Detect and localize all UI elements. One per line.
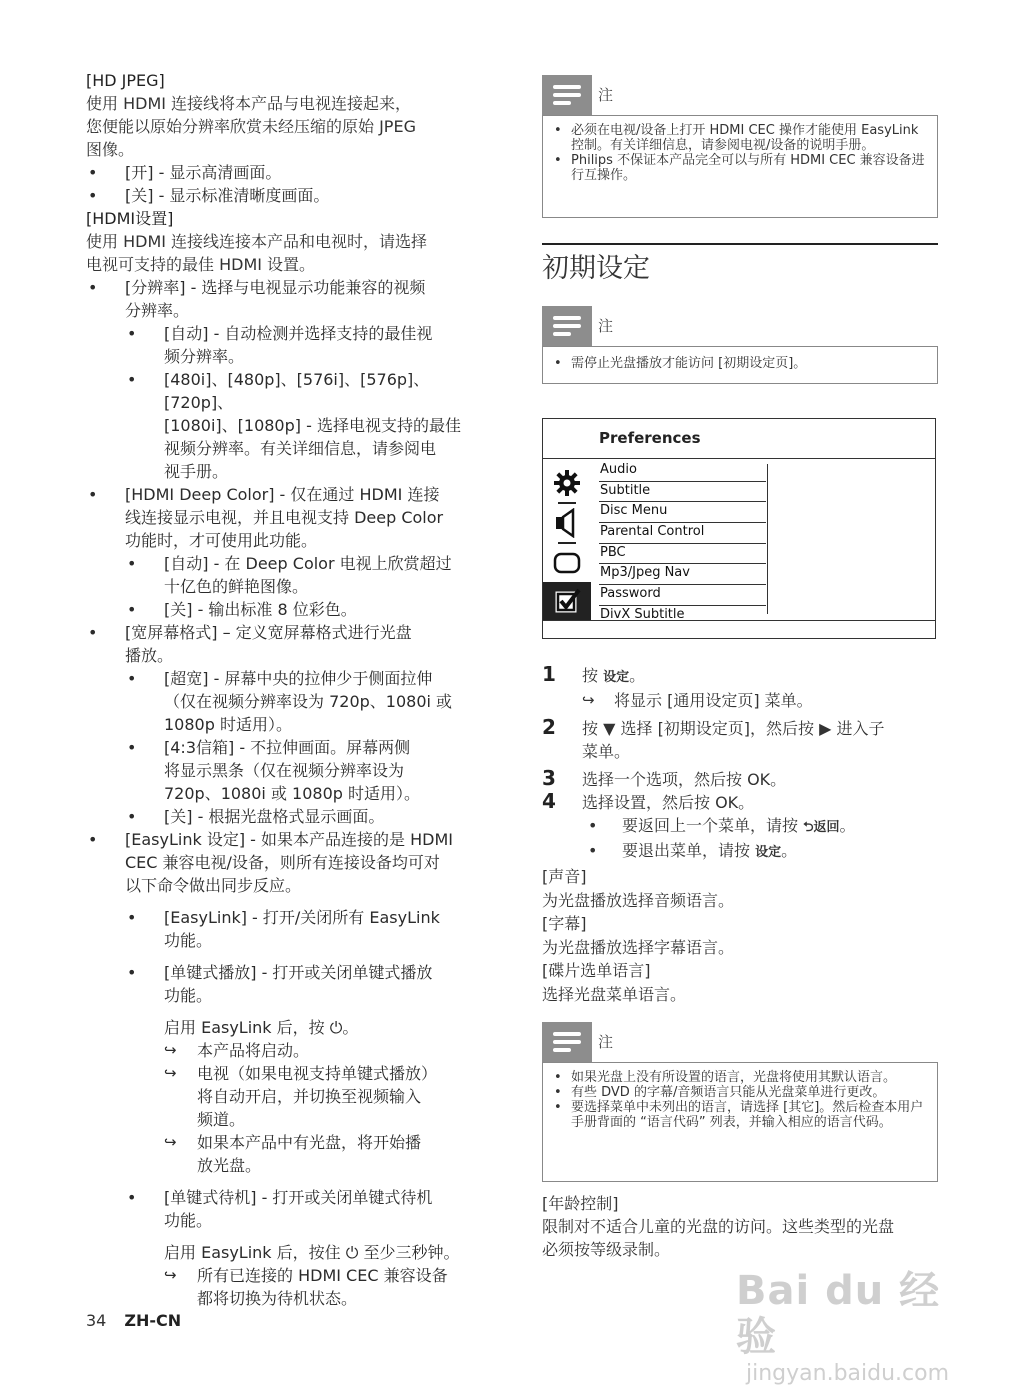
result-line: 都将切换为待机状态。 [197,1289,358,1308]
note-icon [542,1022,592,1062]
resolution-list-line: 视手册。 [164,462,229,481]
age-control-desc: 限制对不适合儿童的光盘的访问。这些类型的光盘 [542,1217,895,1236]
step-2 [542,717,938,763]
hdmi-desc [86,230,486,276]
note-item: • 要选择菜单中未列出的语言，请选择 [其它]。然后检查本用户手册背面的 “语言代码” 列表，并输入相应的语言代码。 [571,1100,929,1130]
hdmi-desc-line: 使用 HDMI 连接线连接本产品和电视时，请选择 [86,232,428,251]
widescreen-43-line: 720p、1080i 或 1080p 时适用）。 [164,784,420,803]
hdjpeg-off-item: • [关] - 显示标准清晰度画面。 [86,184,486,207]
result-line: ↪ 如果本产品中有光盘，将开始播 [197,1133,422,1152]
step-4-back [542,814,938,839]
result-line: ↪ 所有已连接的 HDMI CEC 兼容设备 [197,1266,448,1285]
step-text: 按 ▼ 选择 [初期设定页]，然后按 ▶ 进入子 [582,719,885,738]
hdjpeg-on-item: • [开] - 显示高清画面。 [86,161,486,184]
audio-title: [声音] [542,867,587,886]
one-touch-standby-result [86,1264,486,1310]
result-line: ↪ 电视（如果电视支持单键式播放） [197,1064,438,1083]
resolution-auto-item [86,322,486,368]
result-line: 频道。 [197,1110,246,1129]
note-item: • 有些 DVD 的字幕/音频语言只能从光盘菜单进行更改。 [571,1085,929,1100]
resolution-line: 分辨率。 [125,301,190,320]
hdjpeg-title: [HD JPEG] [86,71,165,90]
step-text: 要退出菜单，请按 [622,841,756,860]
widescreen-line: • [宽屏幕格式] – 定义宽屏幕格式进行光盘 [125,623,412,642]
preferences-menu [542,418,936,639]
resolution-list-line: [1080i]、[1080p] - 选择电视支持的最佳 [164,416,461,435]
easylink-toggle-line: • [EasyLink] - 打开/关闭所有 EasyLink [164,908,440,927]
widescreen-line: 播放。 [125,646,174,665]
resolution-list-line: • [480i]、[480p]、[576i]、[576p]、[720p]、 [164,370,430,412]
language-settings [542,865,938,1006]
one-touch-standby-enable: 启用 EasyLink 后，按住 ⏻ 至少三秒钟。 [164,1243,460,1262]
age-control-desc: 必须按等级录制。 [542,1240,671,1259]
back-key: ⮌返回 [803,820,840,835]
hdjpeg-desc-line: 使用 HDMI 连接线将本产品与电视连接起来， [86,94,412,113]
note-item: • 必须在电视/设备上打开 HDMI CEC 操作才能使用 EasyLink 控制。有关详细信息，请参阅电视/设备的说明手册。 [571,123,929,153]
one-touch-play-line: • [单键式播放] - 打开或关闭单键式播放 [164,963,433,982]
menu-item-subtitle[interactable]: Subtitle [599,482,766,503]
setup-steps [542,664,938,864]
step-text: 选择一个选项，然后按 OK。 [582,770,787,789]
deep-color-auto-line: • [自动] - 在 Deep Color 电视上欣赏超过 [164,554,452,573]
easylink-line: • [EasyLink 设定] - 如果本产品连接的是 HDMI [125,830,453,849]
menu-item-divx-subtitle[interactable]: DivX Subtitle [600,606,685,622]
watermark-url: jingyan.baidu.com [746,1361,950,1386]
easylink-toggle-line: 功能。 [164,931,213,950]
disc-menu-title: [碟片选单语言] [542,961,651,980]
widescreen-43-item [86,736,486,805]
note-label: 注 [598,86,614,104]
preferences-title: Preferences [599,429,701,447]
one-touch-standby-line: • [单键式待机] - 打开或关闭单键式待机 [164,1188,433,1207]
speaker-icon[interactable] [543,504,591,542]
subtitle-title: [字幕] [542,914,587,933]
widescreen-item [86,621,486,667]
menu-item-password[interactable]: Password [599,585,766,606]
preferences-menu-list [599,461,766,627]
note-item: • 如果光盘上没有所设置的语言，光盘将使用其默认语言。 [571,1070,929,1085]
easylink-toggle-item [86,906,486,952]
setup-key: 设定 [755,845,782,860]
age-control-title: [年龄控制] [542,1194,619,1213]
widescreen-43-line: 将显示黑条（仅在视频分辨率设为 [164,761,405,780]
resolution-item [86,276,486,322]
widescreen-super-line: • [超宽] - 屏幕中央的拉伸少于侧面拉伸 [164,669,433,688]
result-line: 将自动开启，并切换至视频输入 [197,1087,422,1106]
deep-color-line: 线连接显示电视，并且电视支持 Deep Color [125,508,444,527]
hdjpeg-desc-line: 图像。 [86,140,135,159]
note-icon [542,75,592,115]
setup-key: 设定 [603,670,630,685]
step-text: 选择设置，然后按 OK。 [582,793,755,812]
resolution-auto-line: • [自动] - 自动检测并选择支持的最佳视 [164,324,433,343]
easylink-line: 以下命令做出同步反应。 [125,876,302,895]
note-label: 注 [598,317,614,335]
note-label: 注 [598,1033,614,1051]
step-text: 。 [781,841,798,860]
subtitle-desc: 为光盘播放选择字幕语言。 [542,937,735,957]
one-touch-play-item [86,961,486,1007]
widescreen-super-item [86,667,486,736]
widescreen-super-line: （仅在视频分辨率设为 720p、1080i 或 [164,692,453,711]
deep-color-line: • [HDMI Deep Color] - 仅在通过 HDMI 连接 [125,485,440,504]
step-4-exit [542,839,938,864]
deep-color-auto-item [86,552,486,598]
widescreen-43-line: • [4:3信箱] - 不拉伸画面。屏幕两侧 [164,738,411,757]
step-number: 1 [542,662,556,686]
one-touch-play-result [86,1131,486,1177]
step-text: 按 [582,666,604,685]
preferences-icon-strip [543,464,591,620]
hdmi-desc-line: 电视可支持的最佳 HDMI 设置。 [86,255,316,274]
easylink-item [86,828,486,897]
left-column [86,69,486,1310]
widescreen-super-line: 1080p 时适用）。 [164,715,292,734]
step-3 [542,768,938,791]
disc-menu-desc: 选择光盘菜单语言。 [542,984,687,1004]
preferences-checkbox-icon[interactable] [543,582,591,620]
note-box-language [542,1062,938,1182]
menu-item-disc-menu[interactable]: Disc Menu [599,502,766,523]
page-footer [86,1309,181,1332]
gear-icon[interactable] [543,464,591,502]
step-1-result: ↪ 将显示 [通用设定页] 菜单。 [542,689,938,712]
step-text: 。 [839,816,856,835]
one-touch-play-line: 功能。 [164,986,213,1005]
watermark-logo-text: Bai du 经验 [736,1268,941,1360]
menu-item-mp3-jpeg-nav[interactable]: Mp3/Jpeg Nav [599,564,766,585]
resolution-line: • [分辨率] - 选择与电视显示功能兼容的视频 [125,278,426,297]
easylink-line: CEC 兼容电视/设备，则所有连接设备均可对 [125,853,440,872]
language-code: ZH-CN [124,1311,182,1330]
one-touch-standby-line: 功能。 [164,1211,213,1230]
page-number: 34 [86,1311,107,1330]
resolution-auto-line: 频分辨率。 [164,347,245,366]
menu-item-audio[interactable]: Audio [599,461,766,482]
deep-color-item [86,483,486,552]
step-number: 2 [542,715,556,739]
one-touch-play-result [86,1062,486,1131]
note-icon [542,306,592,346]
one-touch-play-result: ↪ 本产品将启动。 [86,1039,486,1062]
note-box-hdmi-cec [542,115,938,218]
resolution-list-item [86,368,486,483]
audio-desc: 为光盘播放选择音频语言。 [542,890,735,910]
hdjpeg-desc [86,92,486,161]
deep-color-auto-line: 十亿色的鲜艳图像。 [164,577,309,596]
section-title: 初期设定 [542,243,938,289]
step-text: 。 [629,666,646,685]
menu-item-parental-control[interactable]: Parental Control [599,523,766,544]
age-control [542,1192,938,1261]
note-item: • 需停止光盘播放才能访问 [初期设定页]。 [571,356,929,371]
step-4 [542,791,938,814]
step-text: 要返回上一个菜单，请按 [622,816,804,835]
hdmi-title: [HDMI设置] [86,209,174,228]
result-line: 放光盘。 [197,1156,262,1175]
step-text: 菜单。 [582,742,631,761]
step-number: 4 [542,789,556,813]
one-touch-standby-item [86,1186,486,1232]
step-1 [542,664,938,689]
deep-color-off-item: • [关] - 输出标准 8 位彩色。 [86,598,486,621]
widescreen-off-item: • [关] - 根据光盘格式显示画面。 [86,805,486,828]
hdjpeg-desc-line: 您便能以原始分辨率欣赏未经压缩的原始 JPEG [86,117,416,136]
note-item: • Philips 不保证本产品完全可以与所有 HDMI CEC 兼容设备进行互操作。 [571,153,929,183]
screen-icon[interactable] [543,544,591,582]
one-touch-play-enable: 启用 EasyLink 后，按 ⏻。 [164,1018,359,1037]
baidu-watermark [736,1268,976,1386]
step-number: 3 [542,766,556,790]
menu-item-pbc[interactable]: PBC [599,544,766,565]
deep-color-line: 功能时，才可使用此功能。 [125,531,318,550]
resolution-list-line: 视频分辨率。有关详细信息，请参阅电 [164,439,437,458]
note-box-stop-playback [542,346,938,384]
